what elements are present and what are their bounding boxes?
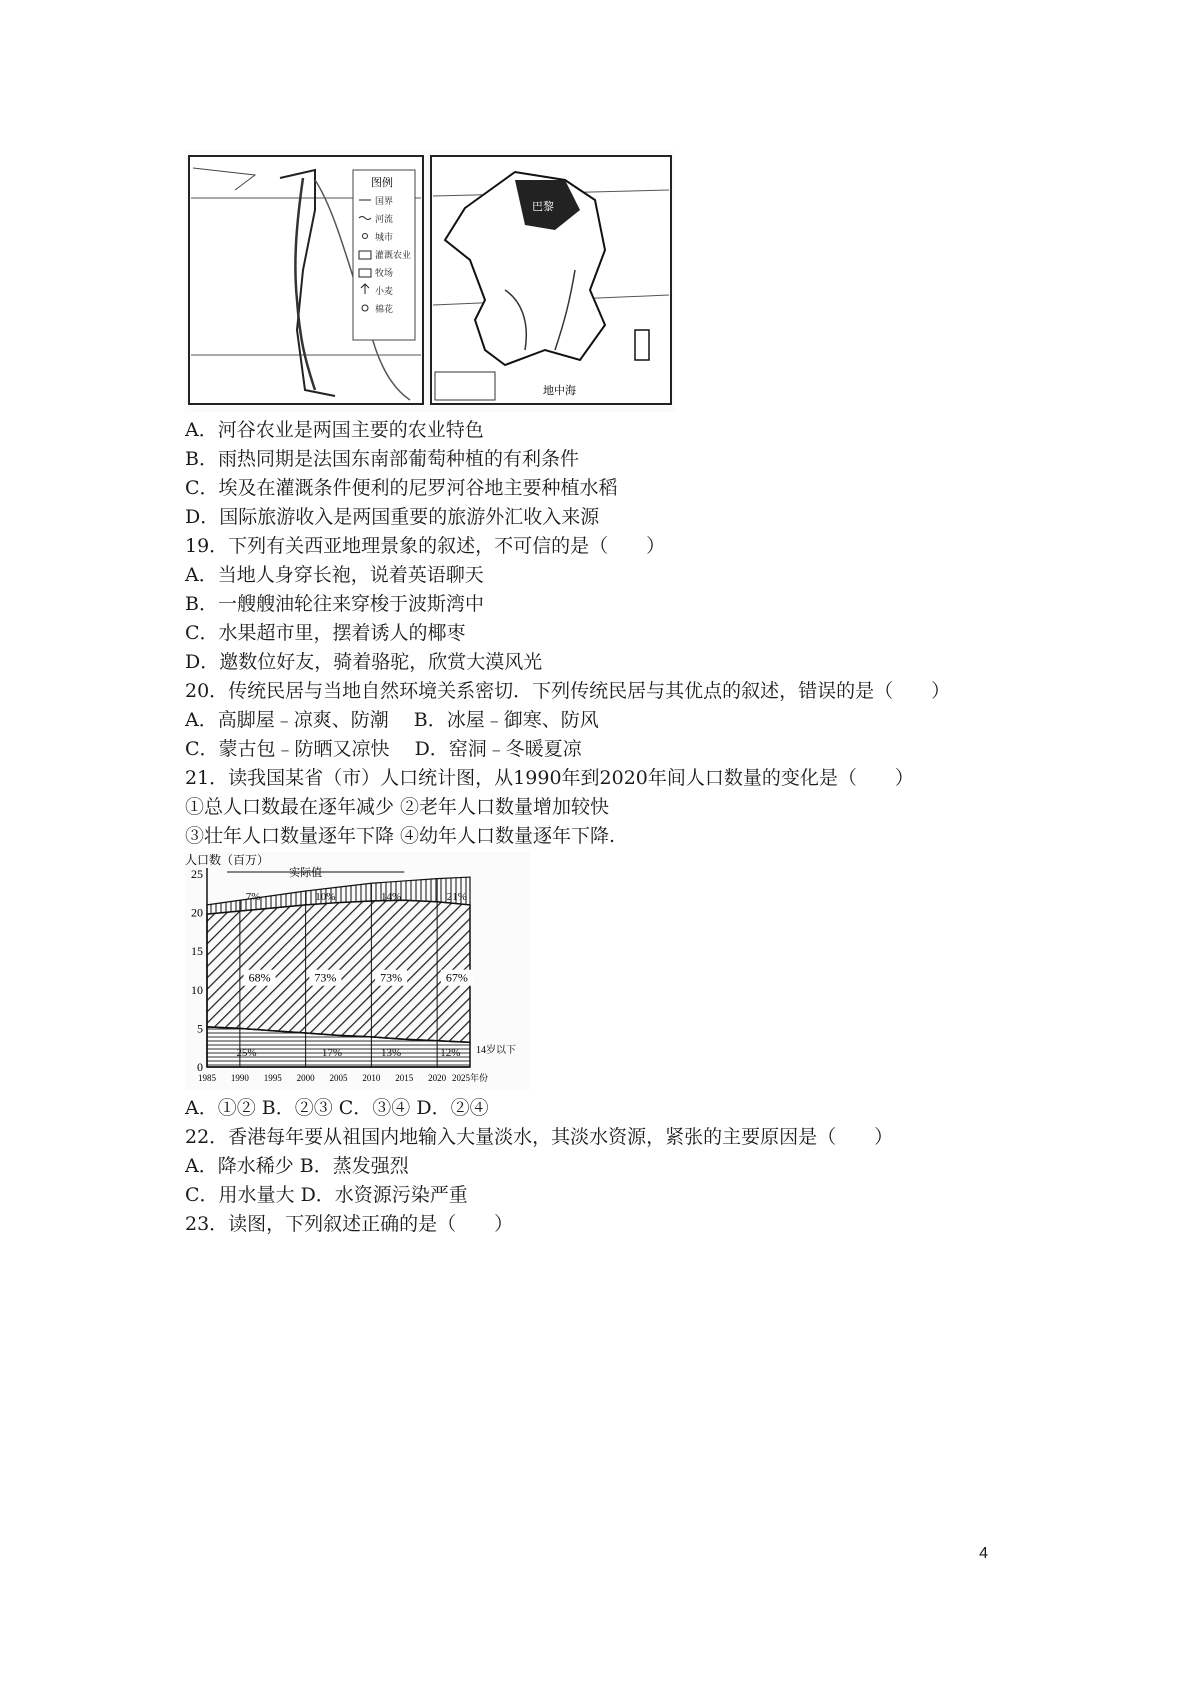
q19-option-c: C．水果超市里，摆着诱人的椰枣 [185, 622, 466, 644]
elderly-share-label: 10% [315, 891, 336, 904]
legend-item: 河流 [375, 214, 394, 224]
x-tick-label: 2020 [428, 1073, 447, 1083]
q20-options-row1: A．高脚屋﹣凉爽、防潮 B．冰屋﹣御寒、防风 [185, 709, 599, 731]
q22-options-row1: A．降水稀少 B．蒸发强烈 [185, 1155, 409, 1177]
y-tick-label: 0 [197, 1060, 203, 1074]
adult-share-label: 73% [380, 970, 403, 985]
x-tick-label: 1985 [198, 1073, 216, 1083]
legend-item: 灌溉农业 [375, 250, 412, 260]
x-tick-label: 2025年份 [451, 1073, 489, 1083]
q18-option-c: C．埃及在灌溉条件便利的尼罗河谷地主要种植水稻 [185, 477, 618, 499]
legend-item: 牧场 [375, 268, 394, 278]
egypt-france-map-figure [185, 150, 675, 412]
population-chart-svg [185, 852, 530, 1090]
adult-share-label: 67% [445, 970, 468, 985]
population-chart [185, 852, 530, 1090]
q23-stem: 23．读图，下列叙述正确的是（ ） [185, 1213, 514, 1235]
elderly-share-label: 21% [446, 891, 467, 904]
child-share-label: 25% [236, 1047, 257, 1060]
child-share-label: 13% [381, 1047, 402, 1060]
elderly-share-label: 7% [245, 891, 261, 904]
elderly-share-label: 14% [381, 891, 402, 904]
q22-stem: 22．香港每年要从祖国内地输入大量淡水，其淡水资源，紧张的主要原因是（ ） [185, 1126, 894, 1148]
legend-item: 城市 [375, 232, 394, 242]
map-label-sea: 地中海 [543, 385, 576, 397]
q20-stem: 20．传统民居与当地自然环境关系密切．下列传统民居与其优点的叙述，错误的是（ ） [185, 680, 951, 702]
series-name-label: 14岁以下 [476, 1045, 516, 1057]
y-tick-label: 5 [197, 1021, 203, 1036]
q19-option-d: D．邀数位好友，骑着骆驼，欣赏大漠风光 [185, 651, 543, 673]
y-tick-label: 15 [191, 944, 203, 959]
q22-options-row2: C．用水量大 D．水资源污染严重 [185, 1184, 468, 1206]
q18-option-a: A．河谷农业是两国主要的农业特色 [185, 419, 484, 441]
y-tick-label: 10 [191, 982, 203, 997]
legend-item: 国界 [375, 196, 394, 206]
x-tick-label: 1990 [230, 1073, 249, 1083]
x-tick-label: 1995 [263, 1073, 282, 1083]
q21-options: A．①② B．②③ C．③④ D．②④ [185, 1097, 489, 1119]
x-tick-label: 2005 [329, 1073, 348, 1083]
adult-share-label: 68% [248, 970, 271, 985]
legend-title: 图例 [371, 177, 393, 189]
y-tick-label: 25 [191, 867, 203, 881]
q18-option-b: B．雨热同期是法国东南部葡萄种植的有利条件 [185, 448, 579, 470]
y-tick-label: 20 [191, 905, 203, 920]
band-label: 实际值 [289, 867, 323, 879]
legend-item: 小麦 [375, 286, 394, 296]
legend-item: 棉花 [375, 304, 394, 314]
map-svg [185, 150, 675, 412]
x-tick-label: 2000 [296, 1073, 315, 1083]
q19-option-a: A．当地人身穿长袍，说着英语聊天 [185, 564, 484, 586]
adult-share-label: 73% [314, 970, 337, 985]
q19-stem: 19．下列有关西亚地理景象的叙述，不可信的是（ ） [185, 535, 666, 557]
child-share-label: 12% [440, 1047, 461, 1060]
map-label-paris: 巴黎 [532, 201, 554, 213]
page-number: 4 [979, 1545, 988, 1562]
q21-statements-row2: ③壮年人口数量逐年下降 ④幼年人口数量逐年下降. [185, 825, 616, 847]
chart-ylabel: 人口数（百万） [185, 853, 270, 867]
x-tick-label: 2015 [395, 1073, 414, 1083]
q20-options-row2: C．蒙古包﹣防晒又凉快 D．窑洞﹣冬暖夏凉 [185, 738, 582, 760]
q21-stem: 21．读我国某省（市）人口统计图，从1990年到2020年间人口数量的变化是（ ） [185, 767, 914, 789]
x-tick-label: 2010 [362, 1073, 381, 1083]
q19-option-b: B．一艘艘油轮往来穿梭于波斯湾中 [185, 593, 484, 615]
q18-option-d: D．国际旅游收入是两国重要的旅游外汇收入来源 [185, 506, 600, 528]
q21-statements-row1: ①总人口数最在逐年减少 ②老年人口数量增加较快 [185, 796, 610, 818]
child-share-label: 17% [321, 1047, 343, 1060]
